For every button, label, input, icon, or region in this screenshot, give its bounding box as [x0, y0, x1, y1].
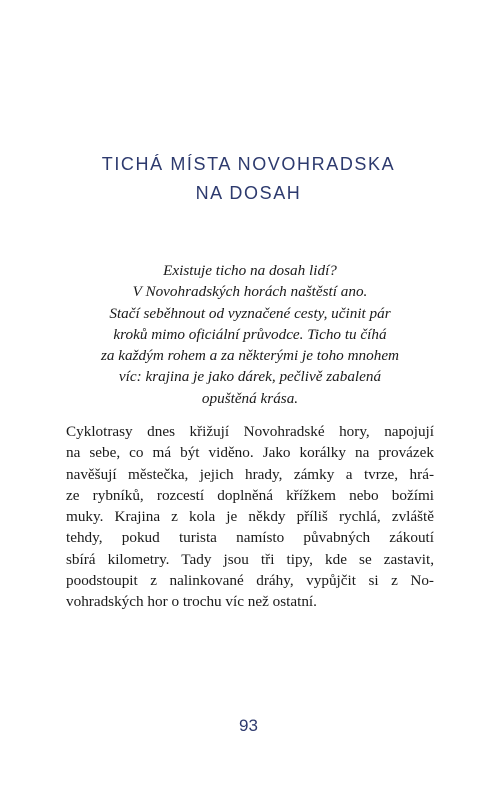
chapter-title-line: NA DOSAH — [195, 183, 302, 203]
intro-line: Existuje ticho na dosah lidí? — [163, 262, 337, 279]
intro-line: V Novohradských horách naštěstí ano. — [132, 283, 368, 301]
intro-line: víc: krajina je jako dárek, pečlivě zabalená — [118, 368, 382, 386]
body-line: tehdy, pokud turista namísto půvabných zákoutí — [66, 529, 434, 547]
chapter-title — [0, 150, 497, 208]
intro-line: za každým rohem a za některými je toho mnohem — [100, 347, 400, 365]
body-line: poodstoupit z nalinkované dráhy, vypůjčit si z No- — [66, 572, 434, 590]
intro-paragraph — [100, 260, 400, 409]
body-line: ze rybníků, rozcestí doplněná křížkem nebo božími — [66, 486, 434, 504]
body-line: na sebe, co má být viděno. Jako korálky na provázek — [66, 444, 434, 462]
body-line: Cyklotrasy dnes křižují Novohradské hory, napojují — [66, 423, 434, 440]
body-line: vohradských hor o trochu víc než ostatní. — [66, 593, 317, 611]
intro-line: Stačí seběhnout od vyznačené cesty, učinit pár — [109, 304, 391, 322]
body-line: sbírá kilometry. Tady jsou tři tipy, kde se zastavit, — [66, 550, 434, 568]
chapter-title-line: TICHÁ MÍSTA NOVOHRADSKA — [101, 154, 396, 174]
body-line: muky. Krajina z kola je někdy příliš rychlá, zvláště — [66, 508, 434, 526]
page-number: 93 — [239, 716, 258, 735]
intro-line: opuštěná krása. — [201, 389, 299, 407]
intro-line: kroků mimo oficiální průvodce. Ticho tu číhá — [113, 325, 387, 343]
body-paragraph — [66, 421, 434, 613]
body-line: navěšují městečka, jejich hrady, zámky a tvrze, hrá- — [66, 465, 434, 483]
